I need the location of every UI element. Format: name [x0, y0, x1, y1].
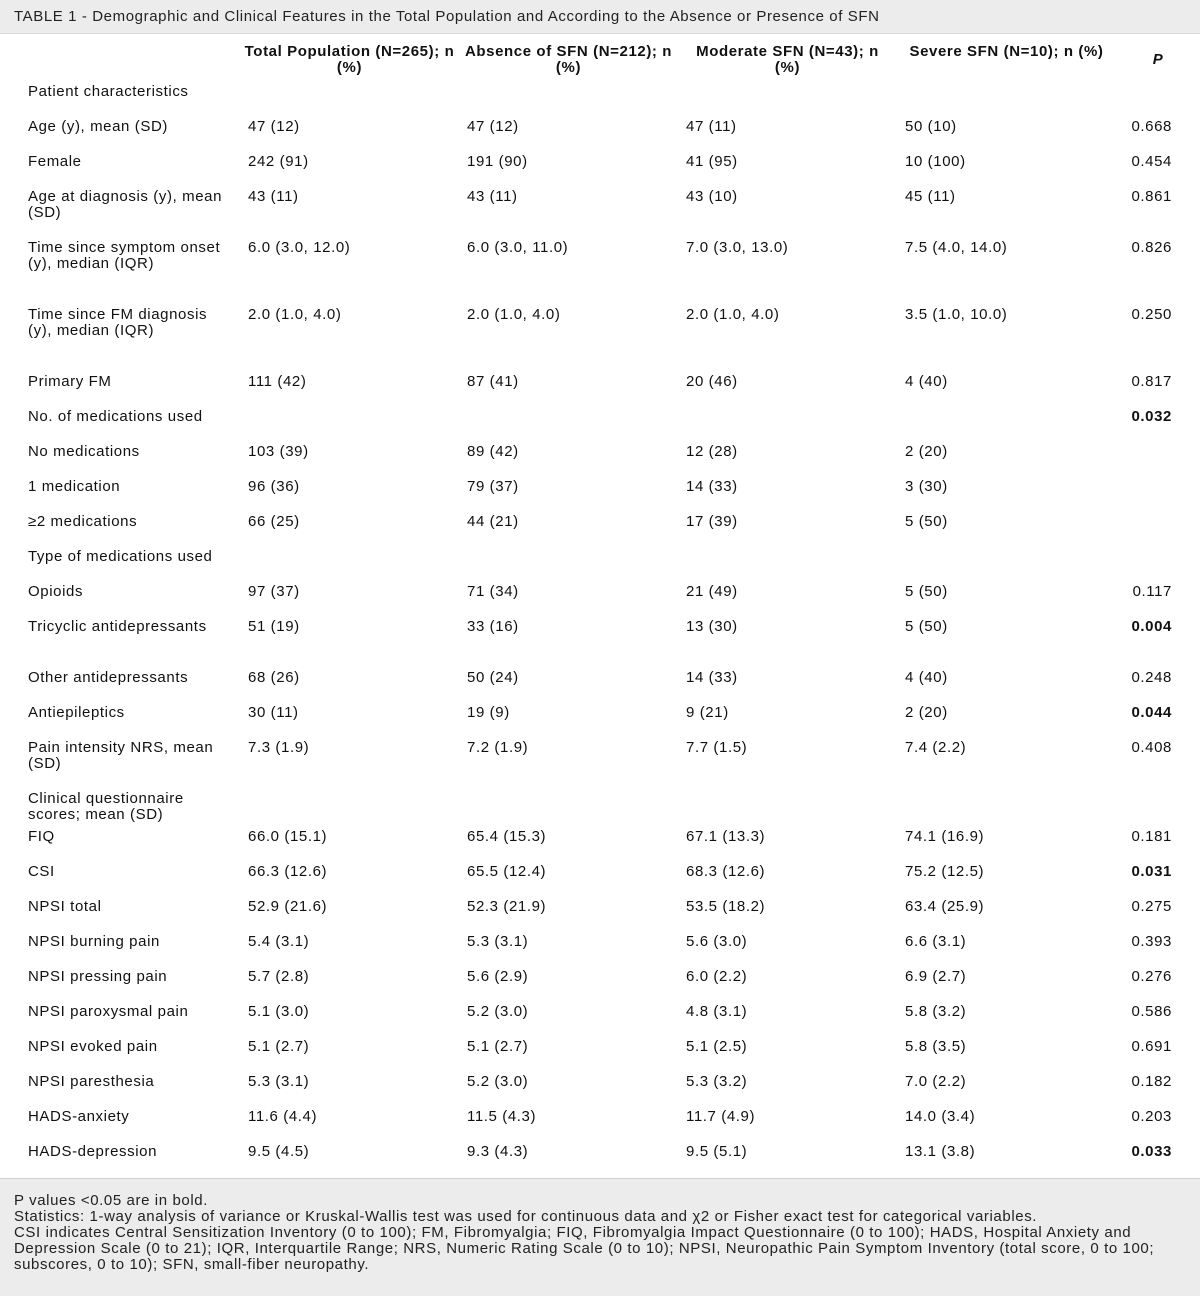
cell-moderate: 14 (33) [686, 669, 738, 686]
table-row [0, 963, 1200, 998]
cell-total: 242 (91) [248, 153, 309, 170]
table-row [0, 508, 1200, 543]
cell-absence: 2.0 (1.0, 4.0) [467, 306, 561, 323]
cell-total: 47 (12) [248, 118, 300, 135]
cell-absence: 65.5 (12.4) [467, 863, 547, 880]
cell-moderate: 41 (95) [686, 153, 738, 170]
cell-severe: 7.4 (2.2) [905, 739, 967, 756]
cell-severe: 5 (50) [905, 583, 948, 600]
cell-severe: 2 (20) [905, 704, 948, 721]
cell-absence [459, 543, 678, 578]
cell-moderate: 14 (33) [686, 478, 738, 495]
table-row [0, 785, 1200, 823]
cell-moderate: 17 (39) [686, 513, 738, 530]
table-row [0, 183, 1200, 234]
cell-severe [897, 403, 1116, 438]
cell-absence [459, 403, 678, 438]
table-body [0, 78, 1200, 1173]
row-label: Primary FM [28, 373, 112, 390]
cell-absence: 87 (41) [467, 373, 519, 390]
cell-p-value: 0.117 [1132, 583, 1172, 600]
cell-absence: 79 (37) [467, 478, 519, 495]
cell-p-value: 0.586 [1131, 1003, 1172, 1020]
table-row [0, 301, 1200, 368]
row-label: No. of medications used [28, 408, 203, 425]
cell-severe [897, 543, 1116, 578]
cell-p-value [1116, 543, 1200, 578]
cell-severe: 63.4 (25.9) [905, 898, 985, 915]
cell-p-value: 0.393 [1131, 933, 1172, 950]
cell-absence: 11.5 (4.3) [467, 1108, 537, 1125]
cell-p-value: 0.250 [1131, 306, 1172, 323]
table-row [0, 1033, 1200, 1068]
cell-p-value: 0.248 [1131, 669, 1172, 686]
row-label: NPSI total [28, 898, 102, 915]
row-label: NPSI pressing pain [28, 968, 168, 985]
row-label: Age at diagnosis (y), mean (SD) [28, 188, 223, 221]
cell-severe: 3.5 (1.0, 10.0) [905, 306, 1008, 323]
row-label: Pain intensity NRS, mean (SD) [28, 739, 214, 772]
cell-total: 66 (25) [248, 513, 300, 530]
cell-absence: 50 (24) [467, 669, 519, 686]
cell-total: 66.3 (12.6) [248, 863, 328, 880]
cell-moderate [678, 403, 897, 438]
cell-total: 6.0 (3.0, 12.0) [248, 239, 351, 256]
cell-severe: 13.1 (3.8) [905, 1143, 976, 1160]
table-row [0, 699, 1200, 734]
cell-p-value [1116, 438, 1200, 473]
header-p: P [1152, 51, 1164, 68]
table-row [0, 893, 1200, 928]
row-label: Type of medications used [28, 548, 213, 565]
cell-absence [459, 785, 678, 823]
cell-moderate: 9 (21) [686, 704, 729, 721]
cell-p-value: 0.275 [1131, 898, 1172, 915]
table-container [0, 34, 1200, 1178]
cell-severe [897, 78, 1116, 113]
cell-total: 111 (42) [248, 373, 307, 390]
row-label: NPSI burning pain [28, 933, 160, 950]
row-label: CSI [28, 863, 55, 880]
cell-moderate: 13 (30) [686, 618, 738, 635]
row-label: NPSI evoked pain [28, 1038, 158, 1055]
cell-p-value: 0.004 [1131, 618, 1172, 635]
cell-moderate: 7.7 (1.5) [686, 739, 748, 756]
cell-moderate: 5.1 (2.5) [686, 1038, 748, 1055]
cell-moderate: 2.0 (1.0, 4.0) [686, 306, 780, 323]
cell-severe: 5.8 (3.2) [905, 1003, 967, 1020]
cell-severe: 3 (30) [905, 478, 948, 495]
cell-absence: 65.4 (15.3) [467, 828, 547, 845]
row-label: Clinical questionnaire scores; mean (SD) [28, 790, 184, 823]
note-statistics: Statistics: 1-way analysis of variance or Kruskal-Wallis test was used for continuous data and χ2 or Fisher exact test for categorical variables. [14, 1208, 1038, 1225]
table-row [0, 1138, 1200, 1173]
cell-p-value: 0.032 [1131, 408, 1172, 425]
header-moderate: Moderate SFN (N=43); n (%) [696, 43, 879, 76]
cell-total: 5.7 (2.8) [248, 968, 310, 985]
cell-total [240, 403, 459, 438]
table-row [0, 613, 1200, 664]
row-label: Antiepileptics [28, 704, 125, 721]
cell-moderate: 53.5 (18.2) [686, 898, 766, 915]
cell-moderate: 6.0 (2.2) [686, 968, 748, 985]
cell-moderate: 11.7 (4.9) [686, 1108, 756, 1125]
cell-severe: 74.1 (16.9) [905, 828, 985, 845]
table-row [0, 543, 1200, 578]
cell-total: 52.9 (21.6) [248, 898, 328, 915]
row-label: Patient characteristics [28, 83, 189, 100]
cell-absence: 19 (9) [467, 704, 510, 721]
table-row [0, 823, 1200, 858]
cell-total: 51 (19) [248, 618, 300, 635]
cell-absence [459, 78, 678, 113]
cell-p-value: 0.031 [1131, 863, 1172, 880]
cell-p-value: 0.826 [1131, 239, 1172, 256]
row-label: HADS-depression [28, 1143, 158, 1160]
cell-absence: 33 (16) [467, 618, 519, 635]
cell-p-value: 0.182 [1131, 1073, 1172, 1090]
row-label: No medications [28, 443, 140, 460]
cell-moderate: 67.1 (13.3) [686, 828, 766, 845]
table-row [0, 1068, 1200, 1103]
row-label: Female [28, 153, 82, 170]
cell-p-value: 0.044 [1131, 704, 1172, 721]
cell-absence: 9.3 (4.3) [467, 1143, 529, 1160]
cell-absence: 5.6 (2.9) [467, 968, 529, 985]
cell-moderate: 9.5 (5.1) [686, 1143, 748, 1160]
cell-moderate: 5.6 (3.0) [686, 933, 748, 950]
cell-severe: 10 (100) [905, 153, 966, 170]
row-label: Age (y), mean (SD) [28, 118, 168, 135]
table-row [0, 148, 1200, 183]
cell-total: 66.0 (15.1) [248, 828, 328, 845]
header-label [0, 34, 240, 78]
cell-severe: 6.6 (3.1) [905, 933, 967, 950]
cell-p-value [1116, 473, 1200, 508]
cell-total [240, 78, 459, 113]
cell-moderate: 21 (49) [686, 583, 738, 600]
cell-moderate: 20 (46) [686, 373, 738, 390]
cell-total: 43 (11) [248, 188, 299, 205]
cell-severe: 4 (40) [905, 669, 948, 686]
cell-absence: 5.2 (3.0) [467, 1003, 529, 1020]
cell-severe: 14.0 (3.4) [905, 1108, 976, 1125]
cell-total [240, 785, 459, 823]
cell-severe: 6.9 (2.7) [905, 968, 967, 985]
row-label: HADS-anxiety [28, 1108, 130, 1125]
cell-absence: 43 (11) [467, 188, 518, 205]
data-table [0, 34, 1200, 1173]
cell-total: 11.6 (4.4) [248, 1108, 318, 1125]
row-label: Tricyclic antidepressants [28, 618, 207, 635]
cell-total: 30 (11) [248, 704, 299, 721]
cell-severe: 5.8 (3.5) [905, 1038, 967, 1055]
cell-p-value: 0.861 [1131, 188, 1172, 205]
cell-moderate: 68.3 (12.6) [686, 863, 766, 880]
table-row [0, 234, 1200, 301]
table-row [0, 403, 1200, 438]
cell-moderate: 4.8 (3.1) [686, 1003, 748, 1020]
cell-absence: 89 (42) [467, 443, 519, 460]
cell-absence: 71 (34) [467, 583, 519, 600]
cell-p-value: 0.203 [1131, 1108, 1172, 1125]
cell-absence: 5.1 (2.7) [467, 1038, 529, 1055]
cell-p-value: 0.276 [1131, 968, 1172, 985]
cell-p-value: 0.454 [1131, 153, 1172, 170]
cell-total: 97 (37) [248, 583, 300, 600]
cell-moderate: 47 (11) [686, 118, 737, 135]
cell-total: 7.3 (1.9) [248, 739, 310, 756]
cell-absence: 47 (12) [467, 118, 519, 135]
cell-p-value: 0.181 [1131, 828, 1172, 845]
cell-total: 5.1 (2.7) [248, 1038, 310, 1055]
cell-severe: 2 (20) [905, 443, 948, 460]
table-row [0, 858, 1200, 893]
header-row [0, 34, 1200, 78]
cell-absence: 5.3 (3.1) [467, 933, 529, 950]
cell-p-value [1116, 508, 1200, 543]
cell-severe: 7.0 (2.2) [905, 1073, 967, 1090]
cell-moderate: 5.3 (3.2) [686, 1073, 748, 1090]
cell-absence: 5.2 (3.0) [467, 1073, 529, 1090]
cell-p-value: 0.691 [1131, 1038, 1172, 1055]
cell-severe: 7.5 (4.0, 14.0) [905, 239, 1008, 256]
cell-total: 2.0 (1.0, 4.0) [248, 306, 342, 323]
row-label: NPSI paresthesia [28, 1073, 155, 1090]
cell-moderate [678, 785, 897, 823]
cell-absence: 6.0 (3.0, 11.0) [467, 239, 569, 256]
row-label: NPSI paroxysmal pain [28, 1003, 189, 1020]
cell-total [240, 543, 459, 578]
cell-total: 5.3 (3.1) [248, 1073, 310, 1090]
cell-severe: 5 (50) [905, 618, 948, 635]
row-label: Opioids [28, 583, 84, 600]
table-row [0, 928, 1200, 963]
cell-p-value: 0.817 [1131, 373, 1172, 390]
cell-p-value: 0.033 [1131, 1143, 1172, 1160]
cell-severe: 4 (40) [905, 373, 948, 390]
cell-severe: 45 (11) [905, 188, 956, 205]
table-row [0, 113, 1200, 148]
table-row [0, 578, 1200, 613]
cell-moderate: 7.0 (3.0, 13.0) [686, 239, 789, 256]
cell-severe: 5 (50) [905, 513, 948, 530]
cell-total: 68 (26) [248, 669, 300, 686]
table-row [0, 998, 1200, 1033]
cell-absence: 7.2 (1.9) [467, 739, 529, 756]
note-bold: P values <0.05 are in bold. [14, 1192, 208, 1209]
cell-total: 103 (39) [248, 443, 309, 460]
row-label: 1 medication [28, 478, 121, 495]
cell-moderate: 43 (10) [686, 188, 738, 205]
table-row [0, 664, 1200, 699]
table-row [0, 368, 1200, 403]
cell-absence: 191 (90) [467, 153, 528, 170]
cell-total: 96 (36) [248, 478, 300, 495]
cell-p-value [1116, 785, 1200, 823]
table-title: TABLE 1 - Demographic and Clinical Features in the Total Population and According to the Absence or Presence of SFN [0, 0, 1200, 34]
cell-severe [897, 785, 1116, 823]
cell-total: 9.5 (4.5) [248, 1143, 310, 1160]
table-row [0, 473, 1200, 508]
row-label: Other antidepressants [28, 669, 189, 686]
cell-severe: 75.2 (12.5) [905, 863, 985, 880]
table-row [0, 438, 1200, 473]
cell-moderate [678, 543, 897, 578]
cell-absence: 52.3 (21.9) [467, 898, 547, 915]
cell-severe: 50 (10) [905, 118, 957, 135]
row-label: Time since symptom onset (y), median (IQR) [28, 239, 221, 272]
cell-p-value: 0.408 [1131, 739, 1172, 756]
row-label: Time since FM diagnosis (y), median (IQR) [28, 306, 208, 339]
row-label: FIQ [28, 828, 55, 845]
row-label: ≥2 medications [28, 513, 138, 530]
header-absence: Absence of SFN (N=212); n (%) [464, 43, 673, 76]
table-notes [0, 1178, 1200, 1296]
table-row [0, 78, 1200, 113]
header-total: Total Population (N=265); n (%) [244, 43, 455, 76]
cell-moderate: 12 (28) [686, 443, 738, 460]
table-row [0, 734, 1200, 785]
note-abbreviations: CSI indicates Central Sensitization Inventory (0 to 100); FM, Fibromyalgia; FIQ, Fibromyalgia Impact Questionnaire (0 to 100); HADS, Hospital Anxiety and Depression Scale (0 to 21); IQR, Interquartile Range; NRS, Numeric Rating Scale (0 to 10); NPSI, Neuropathic Pain Symptom Inventory (total score, 0 to 100; subscores, 0 to 10); SFN, small-fiber neuropathy. [14, 1224, 1155, 1273]
cell-total: 5.4 (3.1) [248, 933, 310, 950]
table-row [0, 1103, 1200, 1138]
cell-moderate [678, 78, 897, 113]
cell-p-value [1116, 78, 1200, 113]
cell-p-value: 0.668 [1131, 118, 1172, 135]
cell-total: 5.1 (3.0) [248, 1003, 310, 1020]
cell-absence: 44 (21) [467, 513, 519, 530]
header-severe: Severe SFN (N=10); n (%) [909, 43, 1104, 60]
